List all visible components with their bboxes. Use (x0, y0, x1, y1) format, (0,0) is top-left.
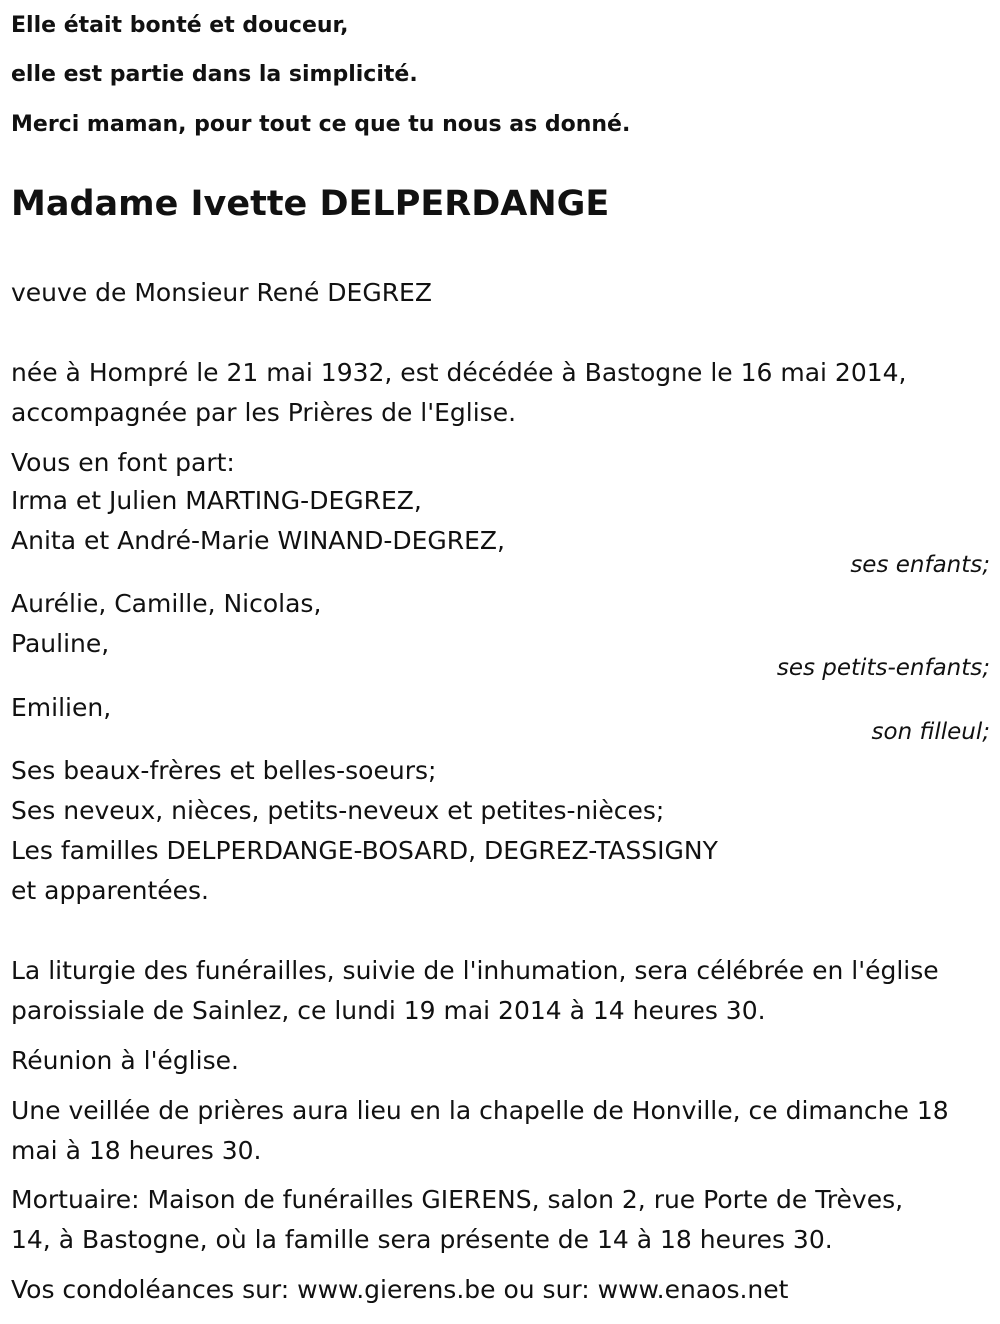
grandchild-line: Aurélie, Camille, Nicolas, (11, 589, 322, 618)
vigil-line: mai à 18 heures 30. (11, 1136, 262, 1165)
mortuary-line: 14, à Bastogne, où la famille sera présente de 14 à 18 heures 30. (11, 1225, 833, 1254)
epitaph-line: Elle était bonté et douceur, (11, 13, 349, 38)
liturgy-line: La liturgie des funérailles, suivie de l'inhumation, sera célébrée en l'église (11, 956, 939, 985)
meeting-line: Réunion à l'église. (11, 1046, 239, 1075)
children-role: ses enfants; (850, 552, 990, 578)
epitaph-line: Merci maman, pour tout ce que tu nous as donné. (11, 112, 631, 137)
grandchild-line: Pauline, (11, 629, 110, 658)
mortuary-line: Mortuaire: Maison de funérailles GIERENS, salon 2, rue Porte de Trèves, (11, 1185, 904, 1214)
liturgy-line: paroissiale de Sainlez, ce lundi 19 mai 2014 à 14 heures 30. (11, 996, 766, 1025)
announce-intro: Vous en font part: (11, 448, 235, 477)
condolences-line: Vos condoléances sur: www.gierens.be ou sur: www.enaos.net (11, 1275, 789, 1304)
godson-line: Emilien, (11, 693, 112, 722)
relatives-line: Les familles DELPERDANGE-BOSARD, DEGREZ-TASSIGNY (11, 836, 718, 865)
birth-death-line: accompagnée par les Prières de l'Eglise. (11, 398, 517, 427)
relatives-line: et apparentées. (11, 876, 209, 905)
child-line: Anita et André-Marie WINAND-DEGREZ, (11, 526, 506, 555)
relatives-line: Ses neveux, nièces, petits-neveux et petites-nièces; (11, 796, 665, 825)
godson-role: son filleul; (871, 719, 990, 745)
epitaph-line: elle est partie dans la simplicité. (11, 62, 418, 87)
relatives-line: Ses beaux-frères et belles-soeurs; (11, 756, 437, 785)
deceased-name: Madame Ivette DELPERDANGE (11, 184, 610, 224)
birth-death-line: née à Hompré le 21 mai 1932, est décédée à Bastogne le 16 mai 2014, (11, 358, 907, 387)
vigil-line: Une veillée de prières aura lieu en la chapelle de Honville, ce dimanche 18 (11, 1096, 949, 1125)
child-line: Irma et Julien MARTING-DEGREZ, (11, 486, 422, 515)
grandchildren-role: ses petits-enfants; (776, 655, 990, 681)
widow-of: veuve de Monsieur René DEGREZ (11, 278, 432, 307)
